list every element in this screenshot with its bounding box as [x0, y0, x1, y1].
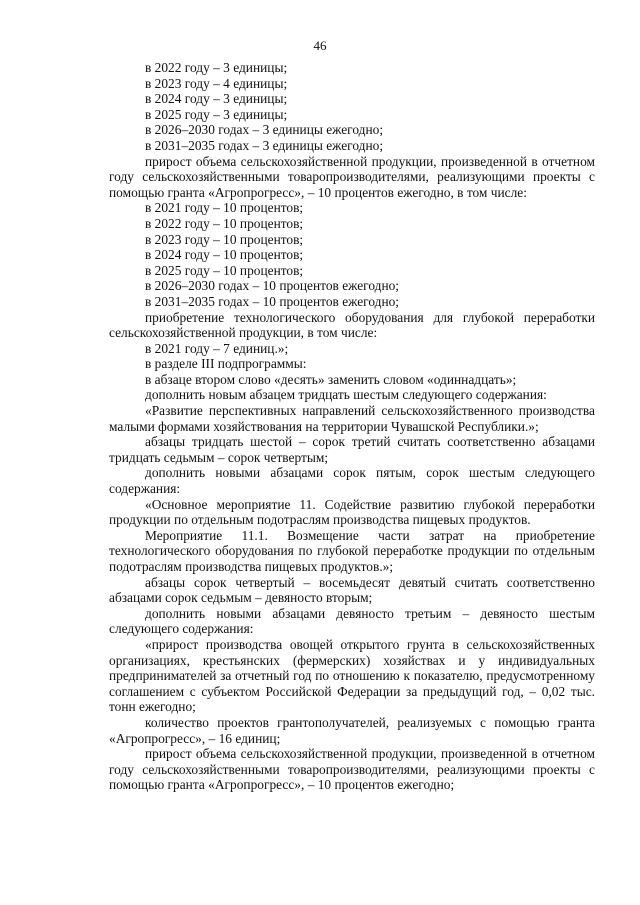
paragraph: в 2024 году – 10 процентов;	[145, 247, 304, 263]
paragraph: прирост объема сельскохозяйственной продукции, произведенной в отчетном году сельскохозяйственными товаропроизводителями, реализующими проекты с помощью гранта «Агропрогресс», – 10 процентов ежегодно, в том числе:	[109, 153, 595, 200]
paragraph: Мероприятие 11.1. Возмещение части затрат на приобретение технологического оборудования по глубокой переработке продукции по отдельным подотраслям производства пищевых продуктов.»;	[109, 527, 595, 574]
paragraph: в 2024 году – 3 единицы;	[145, 91, 288, 107]
paragraph: в 2026–2030 годах – 3 единицы ежегодно;	[145, 122, 384, 138]
paragraph: «прирост производства овощей открытого грунта в сельскохозяйственных организациях, крестьянских (фермерских) хозяйствах и у индивидуальных предпринимателей за отчетный год по отношению к показателю, предусмотренному соглашением с субъектом Российской Федерации за предыдущий год, – 0,02 тыс. тонн ежегодно;	[109, 636, 595, 715]
paragraph: в 2031–2035 годах – 10 процентов ежегодно;	[145, 293, 400, 309]
paragraph: прирост объема сельскохозяйственной продукции, произведенной в отчетном году сельскохозяйственными товаропроизводителями, реализующими проекты с помощью гранта «Агропрогресс», – 10 процентов ежегодно;	[109, 746, 595, 793]
paragraph: количество проектов грантополучателей, реализуемых с помощью гранта «Агропрогресс», – 16 единиц;	[109, 714, 595, 746]
paragraph: в разделе III подпрограммы:	[145, 356, 307, 372]
paragraph: в 2025 году – 3 единицы;	[145, 106, 288, 122]
paragraph: в 2021 году – 7 единиц.»;	[145, 340, 289, 356]
paragraph: дополнить новыми абзацами девяносто третьим – девяносто шестым следующего содержания:	[109, 605, 595, 637]
paragraph: приобретение технологического оборудования для глубокой переработки сельскохозяйственной продукции, в том числе:	[109, 309, 595, 341]
paragraph: дополнить новым абзацем тридцать шестым следующего содержания:	[145, 387, 547, 403]
paragraph: в 2026–2030 годах – 10 процентов ежегодно;	[145, 278, 400, 294]
paragraph: «Развитие перспективных направлений сельскохозяйственного производства малыми формами хозяйствования на территории Чувашской Республики.»;	[109, 403, 595, 434]
paragraph: в 2021 году – 10 процентов;	[145, 200, 304, 216]
page-number: 46	[313, 38, 327, 53]
document-body	[109, 60, 595, 793]
paragraph: дополнить новыми абзацами сорок пятым, сорок шестым следующего содержания:	[109, 465, 595, 497]
paragraph: «Основное мероприятие 11. Содействие развитию глубокой переработки продукции по отдельным подотраслям производства пищевых продуктов.	[109, 496, 595, 528]
paragraph: в 2022 году – 3 единицы;	[145, 60, 288, 75]
paragraph: в 2023 году – 4 единицы;	[145, 75, 288, 91]
paragraph: абзацы тридцать шестой – сорок третий считать соответственно абзацами тридцать седьмым – сорок четвертым;	[109, 434, 595, 465]
paragraph: в 2025 году – 10 процентов;	[145, 262, 304, 278]
paragraph: в 2022 году – 10 процентов;	[145, 215, 304, 231]
paragraph: в 2023 году – 10 процентов;	[145, 231, 304, 247]
paragraph: абзацы сорок четвертый – восемьдесят девятый считать соответственно абзацами сорок седьмым – девяносто вторым;	[109, 574, 595, 606]
paragraph: в 2031–2035 годах – 3 единицы ежегодно;	[145, 137, 384, 153]
paragraph: в абзаце втором слово «десять» заменить словом «одиннадцать»;	[145, 371, 517, 387]
